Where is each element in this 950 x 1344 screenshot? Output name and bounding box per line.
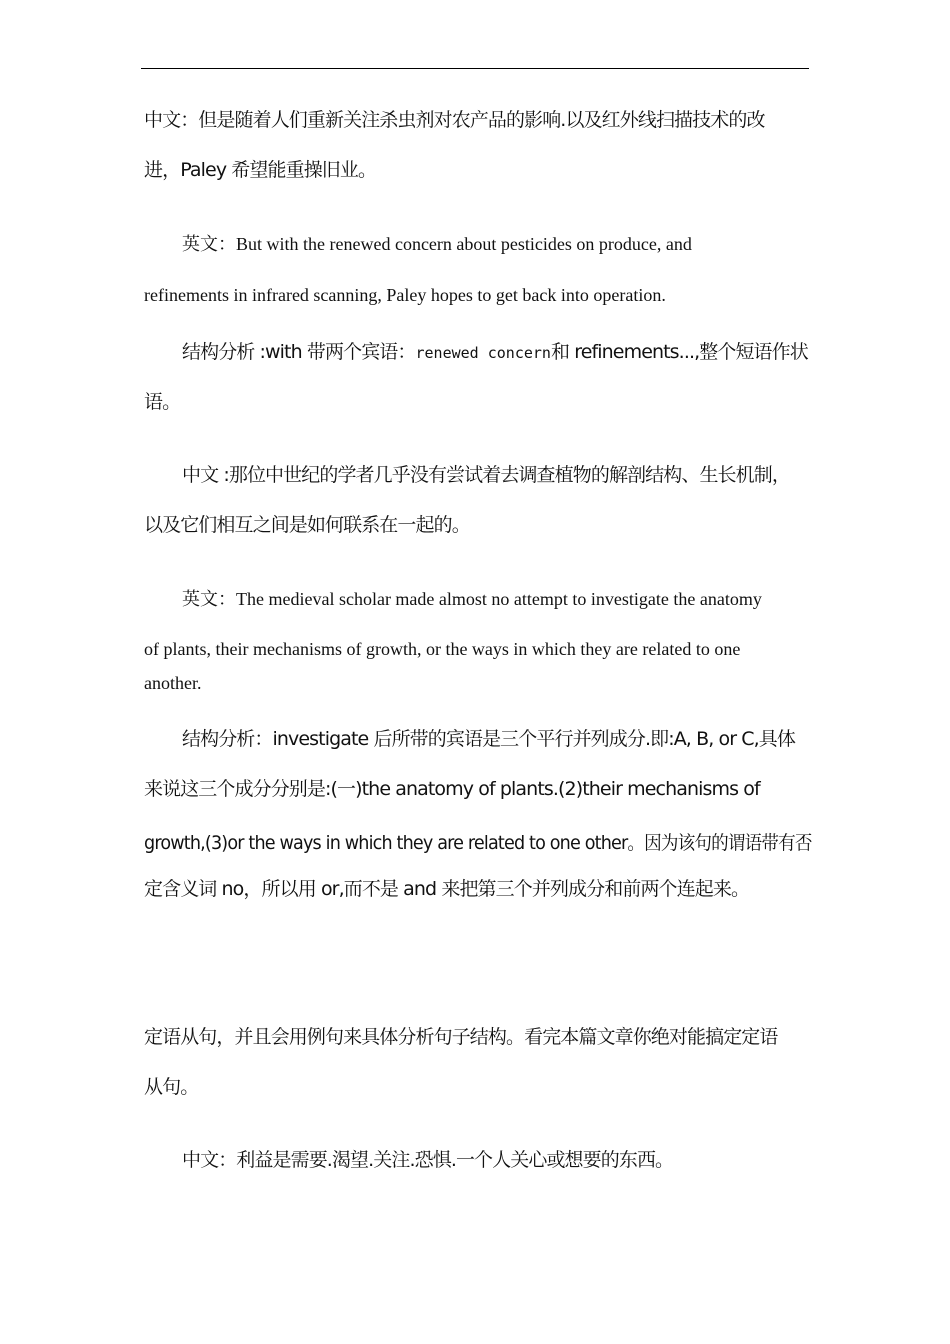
paragraph-2-line-1: 英文：But with the renewed concern about pesticides on produce, and [182,234,692,254]
paragraph-6-line-2: 来说这三个成分分别是:(一)the anatomy of plants.(2)their mechanisms of [144,778,760,800]
paragraph-3-line-1 [182,340,808,365]
paragraph-6-line-4: 定含义词 no，所以用 or,而不是 and 来把第三个并列成分和前两个连起来。 [144,878,750,900]
paragraph-5-line-3: another. [144,673,202,693]
paragraph-8-line-1: 中文：利益是需要.渴望.关注.恐惧.一个人关心或想要的东西。 [182,1149,674,1171]
paragraph-7-line-1: 定语从句，并且会用例句来具体分析句子结构。看完本篇文章你绝对能搞定定语 [144,1026,778,1048]
paragraph-5-line-2: of plants, their mechanisms of growth, or the ways in which they are related to one [144,639,741,659]
analysis-prefix: 结构分析 :with 带两个宾语： [182,341,416,363]
paragraph-7-line-2: 从句。 [144,1076,199,1098]
paragraph-4-line-2: 以及它们相互之间是如何联系在一起的。 [144,514,470,536]
paragraph-3-line-2: 语。 [144,391,181,413]
paragraph-6-line-3: growth,(3)or the ways in which they are related to one other。因为该句的谓语带有否 [144,832,812,854]
paragraph-4-line-1: 中文 :那位中世纪的学者几乎没有尝试着去调查植物的解剖结构、生长机制， [182,464,790,486]
paragraph-1-line-2: 进，Paley 希望能重操旧业。 [144,159,377,181]
paragraph-2-line-2: refinements in infrared scanning, Paley hopes to get back into operation. [144,285,666,305]
analysis-suffix: 和 refinements...,整个短语作状 [550,341,808,363]
paragraph-1-line-1: 中文：但是随着人们重新关注杀虫剂对农产品的影响.以及红外线扫描技术的改 [144,109,765,131]
paragraph-6-line-1: 结构分析：investigate 后所带的宾语是三个平行并列成分.即:A, B, or C,具体 [182,728,795,750]
header-rule [141,68,809,69]
paragraph-5-line-1: 英文：The medieval scholar made almost no attempt to investigate the anatomy [182,589,762,609]
analysis-code-term: renewed concern [415,344,551,362]
